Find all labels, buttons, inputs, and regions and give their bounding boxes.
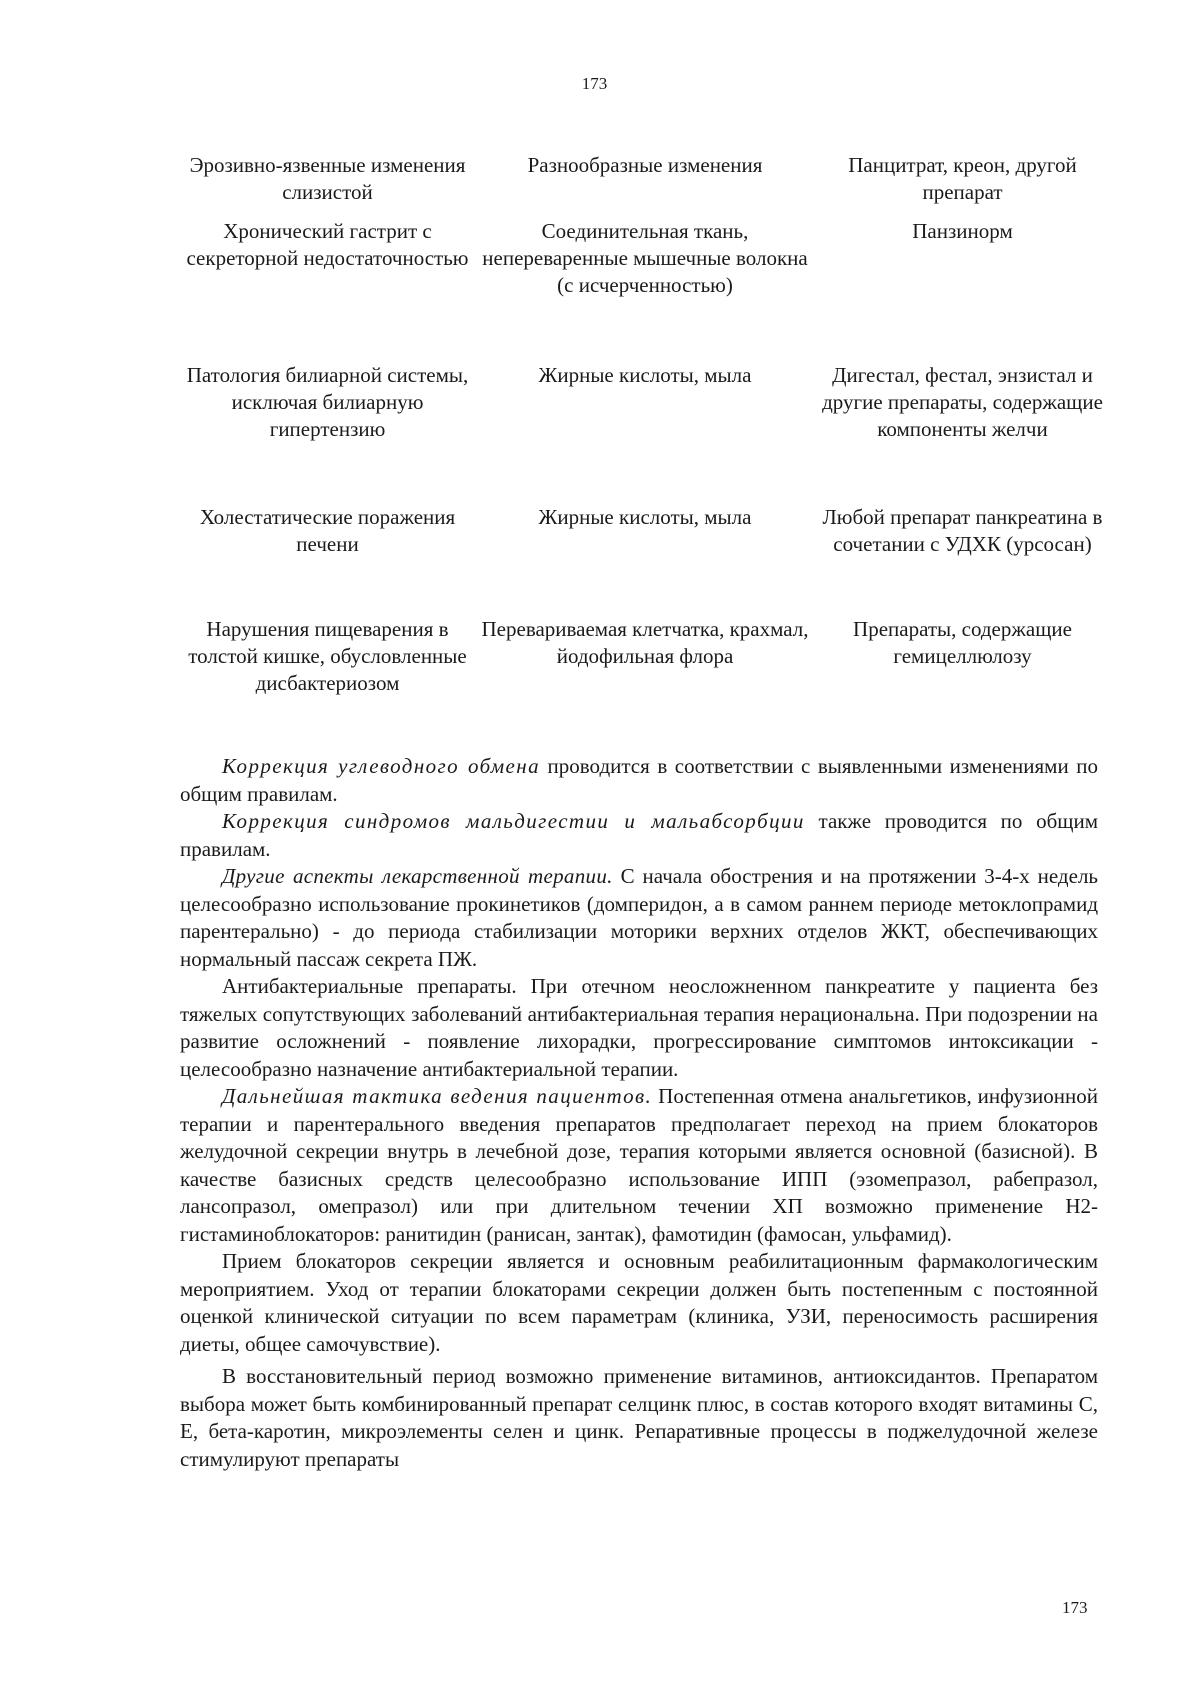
paragraph	[180, 1363, 1098, 1473]
table-row	[180, 504, 1110, 616]
table-cell: Дигестал, фестал, энзистал и другие препараты, содержащие компоненты желчи	[822, 363, 1103, 441]
table-cell: Препараты, содержащие гемицеллюлозу	[853, 617, 1072, 668]
table-cell: Жирные кислоты, мыла	[538, 363, 752, 387]
table-cell: Эрозивно-язвенные изменения слизистой	[189, 153, 466, 204]
table-row	[180, 362, 1110, 504]
table-cell: Нарушения пищеварения в толстой кишке, обусловленные дисбактериозом	[188, 617, 467, 695]
paragraph	[180, 1083, 1098, 1248]
italic-lead: Коррекция углеводного обмена	[222, 754, 540, 778]
italic-lead: Дальнейшая тактика ведения пациентов.	[222, 1084, 653, 1108]
table-row	[180, 218, 1110, 362]
paragraph-text: В восстановительный период возможно применение витаминов, антиоксидантов. Препаратом выбора может быть комбинированный препарат селцинк плюс, в состав которого входят витамины С, Е, бета-каротин, микроэлементы селен и цинк. Репаративные процессы в поджелудочной железе стимулируют препараты	[180, 1364, 1098, 1471]
paragraph-text: проводится в соответствии с выявленными изменениями по общим правилам.	[180, 754, 1098, 806]
page-number-bottom: 173	[1062, 1598, 1088, 1617]
italic-lead: Другие аспекты лекарственной терапии.	[222, 864, 613, 888]
table-cell: Жирные кислоты, мыла	[538, 505, 752, 529]
table-cell: Панцитрат, креон, другой препарат	[848, 153, 1077, 204]
table-cell: Патология билиарной системы, исключая билиарную гипертензию	[186, 363, 469, 441]
paragraph	[180, 863, 1098, 973]
page-number-top: 173	[581, 74, 608, 93]
table-cell: Любой препарат панкреатина в сочетании с УДХК (урсосан)	[822, 505, 1103, 556]
therapy-table	[180, 152, 1110, 726]
table-cell: Соединительная ткань, непереваренные мышечные волокна (с исчерченностью)	[482, 219, 808, 297]
table-cell: Перевариваемая клетчатка, крахмал, йодофильная флора	[481, 617, 809, 668]
italic-lead: Коррекция синдромов мальдигестии и мальабсорбции	[222, 809, 805, 833]
table-cell: Хронический гастрит с секреторной недостаточностью	[186, 219, 469, 270]
paragraph-text: Постепенная отмена анальгетиков, инфузионной терапии и парентерального введения препаратов предполагает переход на прием блокаторов желудочной секреции внутрь в лечебной дозе, терапия которыми является основной (базисной). В качестве базисных средств целесообразно использование ИПП (эзомепразол, рабепразол, лансопразол, омепразол) или при длительном течении ХП возможно применение Н2-гистаминоблокаторов: ранитидин (ранисан, зантак), фамотидин (фамосан, ульфамид).	[180, 1084, 1098, 1246]
table-cell: Разнообразные изменения	[527, 153, 763, 177]
body-text	[180, 753, 1098, 1473]
table-cell: Панзинорм	[912, 219, 1013, 243]
paragraph-text: Антибактериальные препараты. При отечном неосложненном панкреатите у пациента без тяжелых сопутствующих заболеваний антибактериальная терапия нерациональна. При подозрении на развитие осложнений - появление лихорадки, прогрессирование симптомов интоксикации - целесообразно назначение антибактериальной терапии.	[180, 974, 1098, 1081]
paragraph	[180, 808, 1098, 863]
paragraph-text: С начала обострения и на протяжении 3-4-х недель целесообразно использование прокинетиков (домперидон, а в самом раннем периоде метоклопрамид парентерально) - до периода стабилизации моторики верхних отделов ЖКТ, обеспечивающих нормальный пассаж секрета ПЖ.	[180, 864, 1098, 971]
paragraph	[180, 1248, 1098, 1358]
table-row	[180, 152, 1110, 218]
table-row	[180, 616, 1110, 726]
paragraph	[180, 753, 1098, 808]
paragraph	[180, 973, 1098, 1083]
paragraph-text: Прием блокаторов секреции является и основным реабилитационным фармакологическим мероприятием. Уход от терапии блокаторами секреции должен быть постепенным с постоянной оценкой клинической ситуации по всем параметрам (клиника, УЗИ, переносимость расширения диеты, общее самочувствие).	[180, 1249, 1098, 1356]
table-cell: Холестатические поражения печени	[199, 505, 456, 556]
paragraph-text: также проводится по общим правилам.	[180, 809, 1098, 861]
